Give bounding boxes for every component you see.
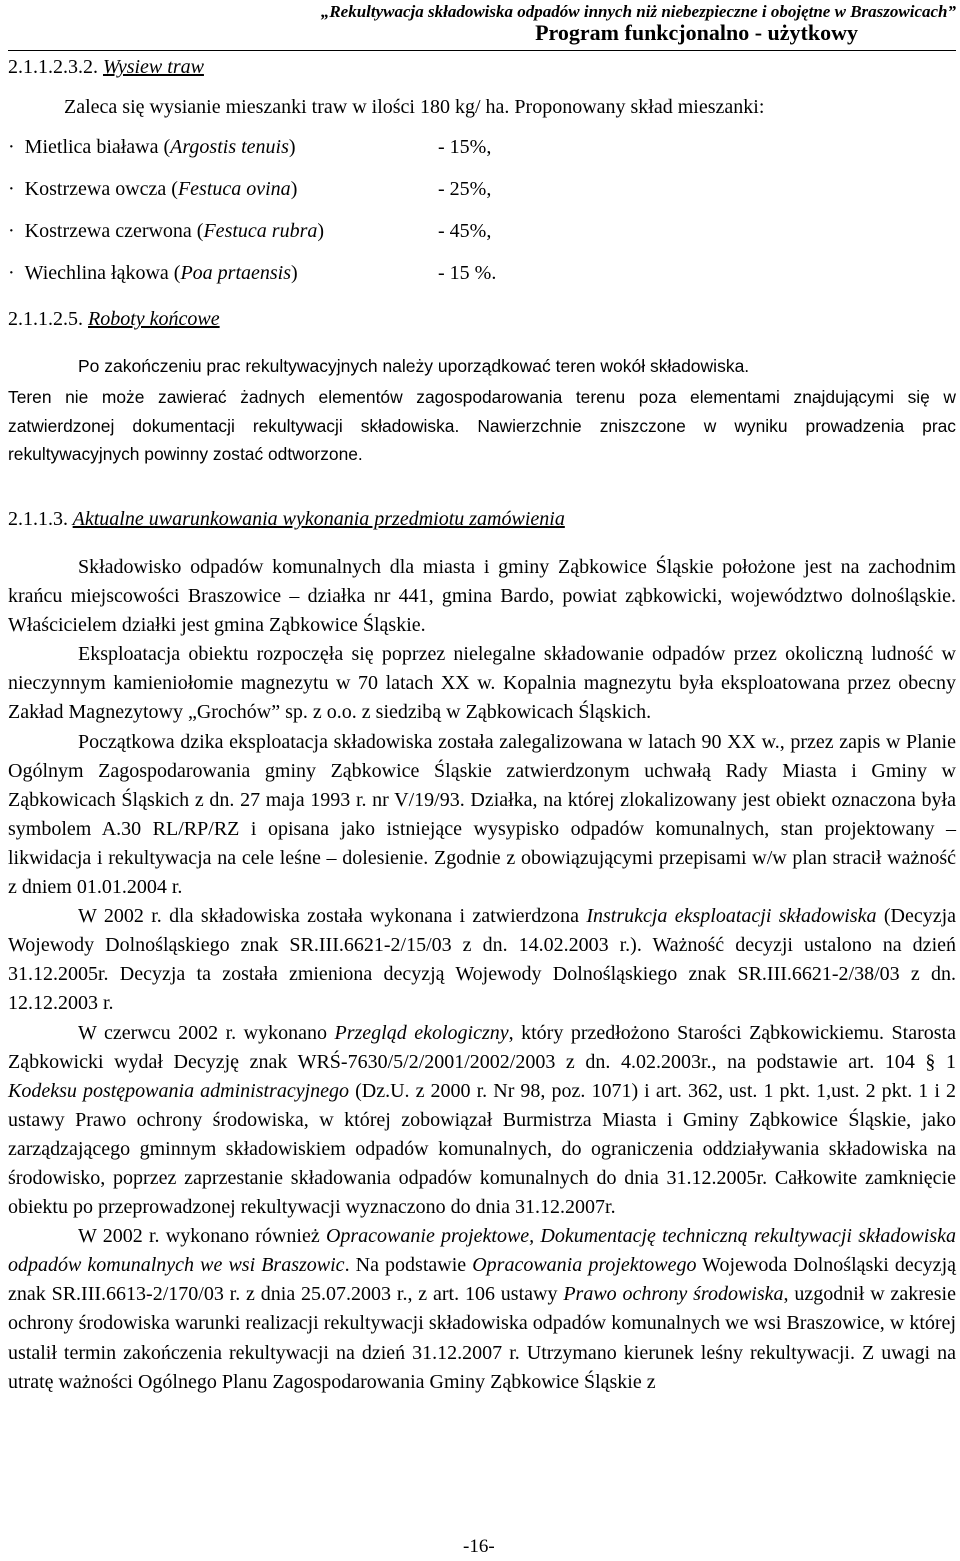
section-number: 2.1.1.3. [8, 508, 68, 530]
section-heading-sowing [8, 56, 204, 79]
document-header-subtitle: Program funkcjonalno - użytkowy [535, 20, 858, 45]
mix-item: · Wiechlina łąkowa (Poa prtaensis) [8, 262, 298, 284]
sowing-intro: Zaleca się wysianie mieszanki traw w ilości 180 kg/ ha. Proponowany skład mieszanki: [64, 96, 765, 118]
paragraph: Eksploatacja obiektu rozpoczęła się poprzez nielegalne składowanie odpadów przez okoliczną ludność w nieczynnym kamieniołomie magnezytu w 70 latach XX w. Kopalnia magnezytu była eksploatowana przez obecny Zakład Magnezytowy „Grochów” sp. z o.o. z siedzibą w Ząbkowicach Śląskich. [8, 643, 956, 724]
section-title: Wysiew traw [103, 56, 204, 78]
mix-item: · Mietlica biaława (Argostis tenuis) [8, 136, 296, 158]
section-number: 2.1.1.2.5. [8, 308, 83, 330]
paragraph: W czerwcu 2002 r. wykonano Przegląd ekologiczny, który przedłożono Starości Ząbkowickiemu. Starosta Ząbkowicki wydał Decyzję znak WRŚ-7630/5/2/2001/2002/2003 z dn. 4.02.2003r., na podstawie art. 104 § 1 Kodeksu postępowania administracyjnego (Dz.U. z 2000 r. Nr 98, poz. 1071) i art. 362, ust. 1 pkt. 1,ust. 2 pkt. 1 i 2 ustawy Prawo ochrony środowiska, w której zobowiązał Burmistrza Miasta i Gminy Ząbkowice Śląskie, jako zarządzającego gminnym składowiskiem odpadów komunalnych, do ograniczenia oddziaływania składowiska na środowisko, poprzez zaprzestanie składowania odpadów komunalnych do dnia 31.12.2005r. Całkowite zamknięcie obiektu po przeprowadzonej rekultywacji wyznaczono do dnia 31.12.2007r. [8, 1021, 957, 1219]
paragraph: Składowisko odpadów komunalnych dla miasta i gminy Ząbkowice Śląskie położone jest na zachodnim krańcu miejscowości Braszowice – działka nr 441, gmina Bardo, powiat ząbkowicki, województwo dolnośląskie. Właścicielem działki jest gmina Ząbkowice Śląskie. [8, 556, 956, 637]
mix-item-share: - 15 %. [438, 262, 497, 284]
final-works-paragraph-2: Teren nie może zawierać żadnych elementów zagospodarowania terenu poza elementami znajdującymi się w zatwierdzonej dokumentacji rekultywacji składowiska. Nawierzchnie zniszczone w wyniku prowadzenia prac rekultywacyjnych powinny zostać odtworzone. [8, 387, 956, 465]
paragraph: W 2002 r. wykonano również Opracowanie projektowe, Dokumentację techniczną rekultywacji składowiska odpadów komunalnych we wsi Braszowic. Na podstawie Opracowania projektowego Wojewoda Dolnośląski decyzją znak SR.III.6613-2/170/03 r. z dnia 25.07.2003 r., z art. 106 ustawy Prawo ochrony środowiska, uzgodnił w zakresie ochrony środowiska warunki realizacji rekultywacji składowiska odpadów komunalnych we wsi Braszowice, w której ustalił termin zakończenia rekultywacji na dzień 31.12.2007 r. Utrzymano kierunek leśny rekultywacji. Z uwagi na utratę ważności Ogólnego Planu Zagospodarowania Gminy Ząbkowice Śląskie z [8, 1225, 956, 1393]
paragraph: W 2002 r. dla składowiska została wykonana i zatwierdzona Instrukcja eksploatacji składowiska (Decyzja Wojewody Dolnośląskiego znak SR.III.6621-2/15/03 z dn. 14.02.2003 r.). Ważność decyzji ustalono na dzień 31.12.2005r. Decyzja ta została zmieniona decyzją Wojewody Dolnośląskiego znak SR.III.6621-2/38/03 z dn. 12.12.2003 r. [8, 905, 957, 1015]
mix-item-share: - 25%, [438, 178, 492, 200]
section-heading-conditions [8, 508, 565, 531]
paragraph: Początkowa dzika eksploatacja składowiska została zalegalizowana w latach 90 XX w., przez zapis w Planie Ogólnym Zagospodarowania gminy Ząbkowice Śląskie zatwierdzonym uchwałą Rady Miasta i Gminy w Ząbkowicach Śląskich z dn. 27 maja 1993 r. nr V/19/93. Działka, na której zlokalizowany jest obiekt oznaczona była symbolem A.30 RL/RP/RZ i opisana jako istniejące wysypisko odpadów komunalnych, stan projektowany – likwidacja i rekultywacja na cele leśne – dolesienie. Zgodnie z obowiązującymi przepisami w/w plan stracił ważność z dniem 01.01.2004 r. [8, 730, 956, 899]
section-number: 2.1.1.2.3.2. [8, 56, 98, 78]
section-heading-final-works [8, 308, 220, 331]
mix-item-share: - 45%, [438, 220, 492, 242]
page-number: -16- [463, 1536, 495, 1557]
section-title: Roboty końcowe [88, 308, 220, 330]
conditions-body [8, 553, 956, 1397]
mix-item: · Kostrzewa czerwona (Festuca rubra) [8, 220, 325, 242]
document-header-title: „Rekultywacja składowiska odpadów innych niż niebezpieczne i obojętne w Braszowicach” [320, 2, 956, 21]
mix-item: · Kostrzewa owcza (Festuca ovina) [8, 178, 298, 200]
mix-item-share: - 15%, [438, 136, 492, 158]
final-works-paragraph-1: Po zakończeniu prac rekultywacyjnych należy uporządkować teren wokół składowiska. [78, 356, 750, 376]
header-divider [8, 50, 956, 51]
section-title: Aktualne uwarunkowania wykonania przedmiotu zamówienia [72, 508, 565, 530]
